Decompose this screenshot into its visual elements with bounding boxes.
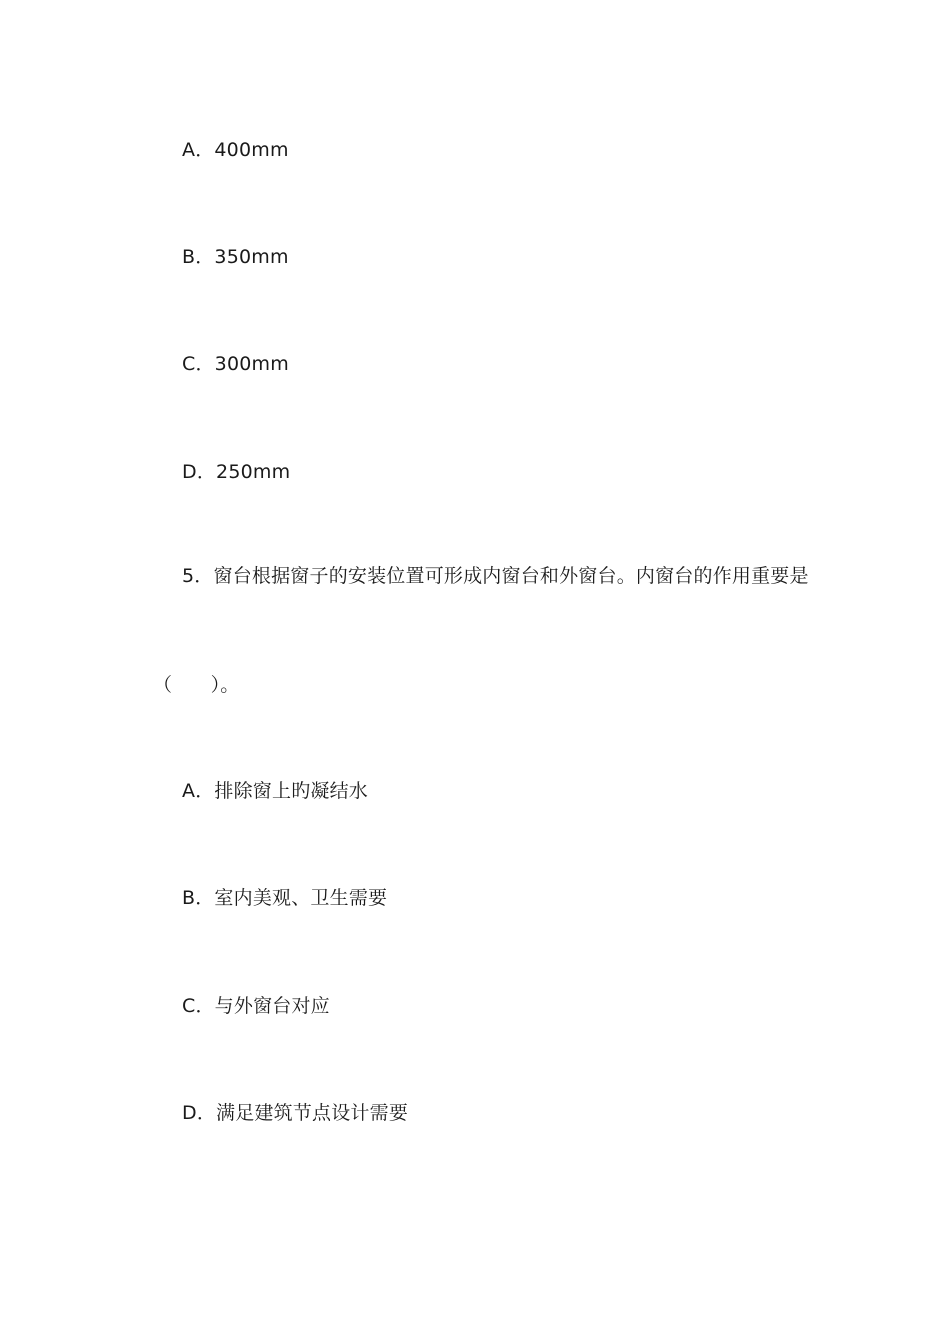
q4-option-b: B．350mm <box>182 246 289 268</box>
q5-stem-line2: （ ）。 <box>153 674 240 696</box>
q5-stem-line1: 5．窗台根据窗子的安装位置可形成内窗台和外窗台。内窗台的作用重要是 <box>182 565 809 587</box>
q4-option-a: A．400mm <box>182 139 289 161</box>
q4-option-d: D．250mm <box>182 461 291 483</box>
q5-option-b: B．室内美观、卫生需要 <box>182 887 388 909</box>
q5-option-c: C．与外窗台对应 <box>182 995 330 1017</box>
q5-option-a: A．排除窗上旳凝结水 <box>182 780 368 802</box>
q4-option-c: C．300mm <box>182 353 289 375</box>
q5-option-d: D．满足建筑节点设计需要 <box>182 1102 409 1124</box>
